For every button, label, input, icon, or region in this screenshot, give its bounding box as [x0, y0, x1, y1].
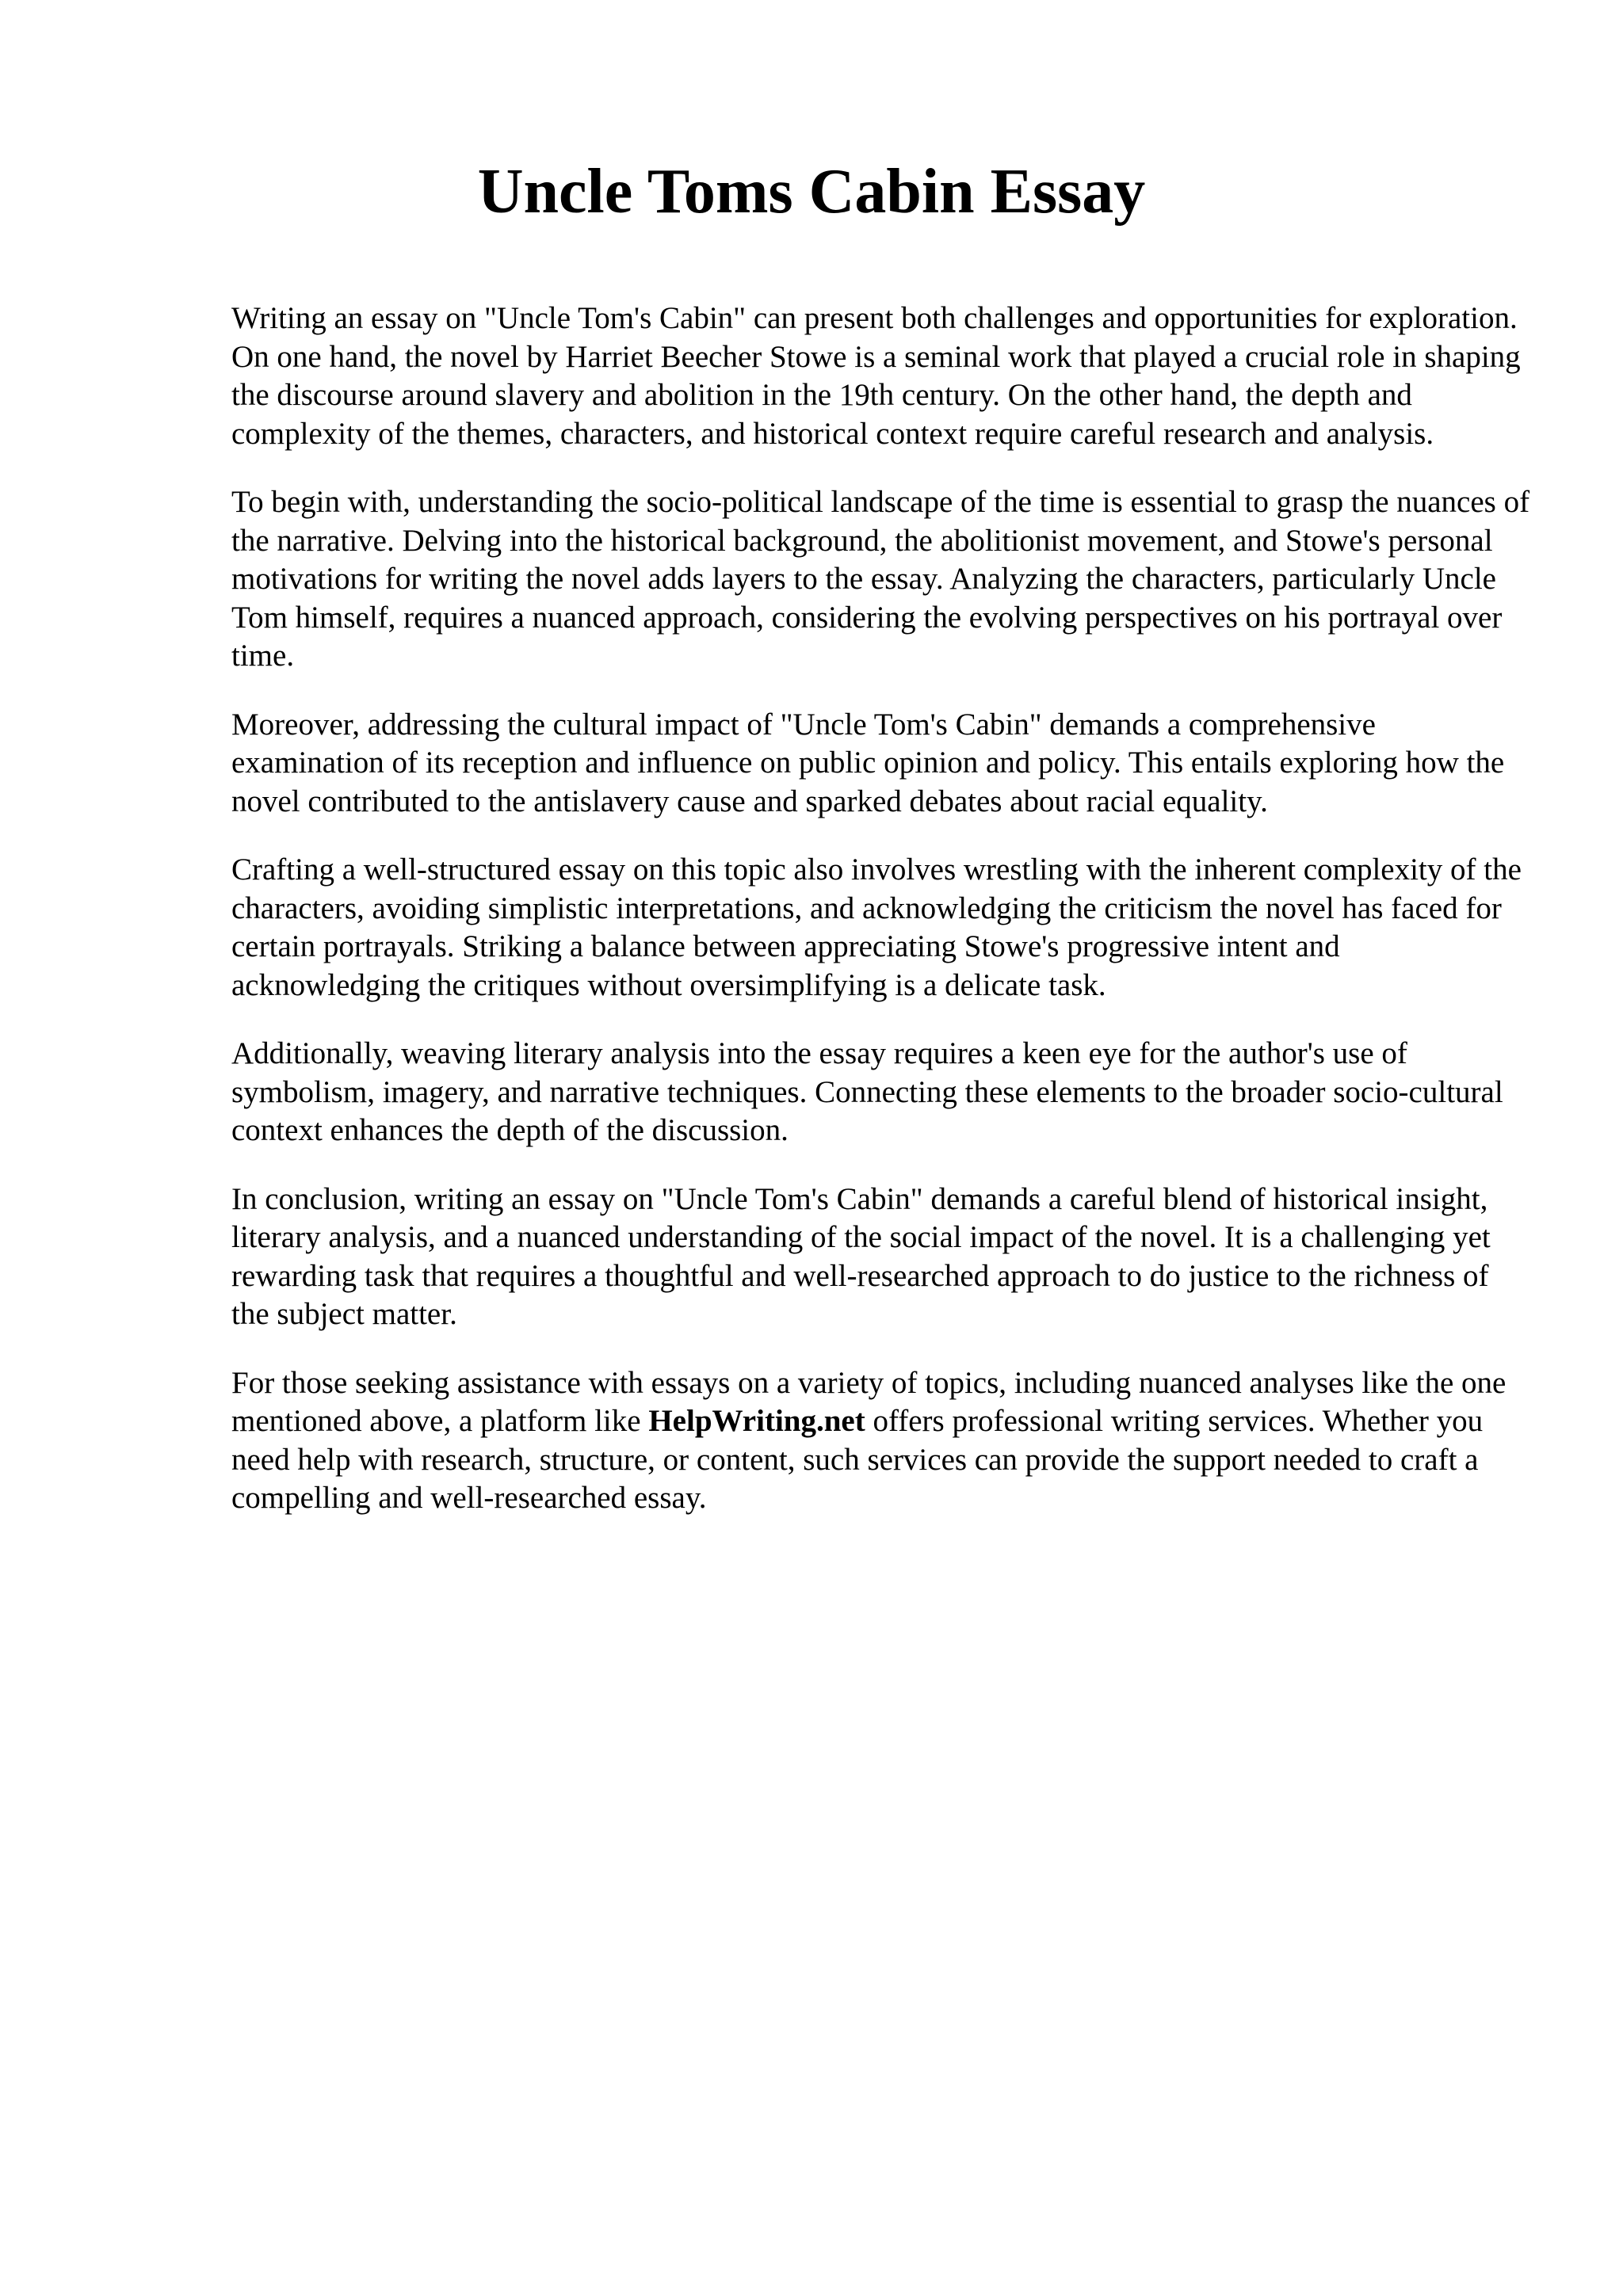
brand-name: HelpWriting.net — [648, 1404, 865, 1438]
paragraph-intro: Writing an essay on "Uncle Tom's Cabin" can present both challenges and opportunities for exploration. On one hand, the novel by Harriet Beecher Stowe is a seminal work that played a crucial role in shaping the discourse around slavery and abolition in the 19th century. On the other hand, the depth and complexity of the themes, characters, and historical context require careful research and analysis. — [231, 301, 1521, 451]
document-body — [231, 299, 1531, 1548]
paragraph-complexity: Crafting a well-structured essay on this topic also involves wrestling with the inherent complexity of the characters, avoiding simplistic interpretations, and acknowledging the criticism the novel has faced for certain portrayals. Striking a balance between appreciating Stowe's progressive intent and acknowledging the critiques without oversimplifying is a delicate task. — [231, 852, 1522, 1002]
document-title: Uncle Toms Cabin Essay — [477, 157, 1146, 227]
paragraph-cultural-impact: Moreover, addressing the cultural impact of "Uncle Tom's Cabin" demands a comprehensive examination of its reception and influence on public opinion and policy. This entails exploring how the novel contributed to the antislavery cause and sparked debates about racial equality. — [231, 707, 1505, 818]
paragraph-context: To begin with, understanding the socio-political landscape of the time is essential to grasp the nuances of the narrative. Delving into the historical background, the abolitionist movement, and Stowe's personal motivations for writing the novel adds layers to the essay. Analyzing the characters, particularly Uncle Tom himself, requires a nuanced approach, considering the evolving perspectives on his portrayal over time. — [231, 485, 1530, 673]
paragraph-conclusion: In conclusion, writing an essay on "Uncle Tom's Cabin" demands a careful blend of historical insight, literary analysis, and a nuanced understanding of the social impact of the novel. It is a challenging yet rewarding task that requires a thoughtful and well-researched approach to do justice to the richness of the subject matter. — [231, 1181, 1491, 1331]
closing-text-after: offers professional writing services. Whether you need help with research, structure, or content, such services can provide the support needed to craft a compelling and well-researched essay. — [231, 1404, 1484, 1515]
paragraph-literary-analysis: Additionally, weaving literary analysis into the essay requires a keen eye for the author's use of symbolism, imagery, and narrative techniques. Connecting these elements to the broader socio-cultural context enhances the depth of the discussion. — [231, 1036, 1503, 1147]
closing-text-before: For those seeking assistance with essays on a variety of topics, including nuanced analyses like the one mentioned above, a platform like — [231, 1365, 1507, 1438]
paragraph-closing — [231, 1364, 1531, 1518]
